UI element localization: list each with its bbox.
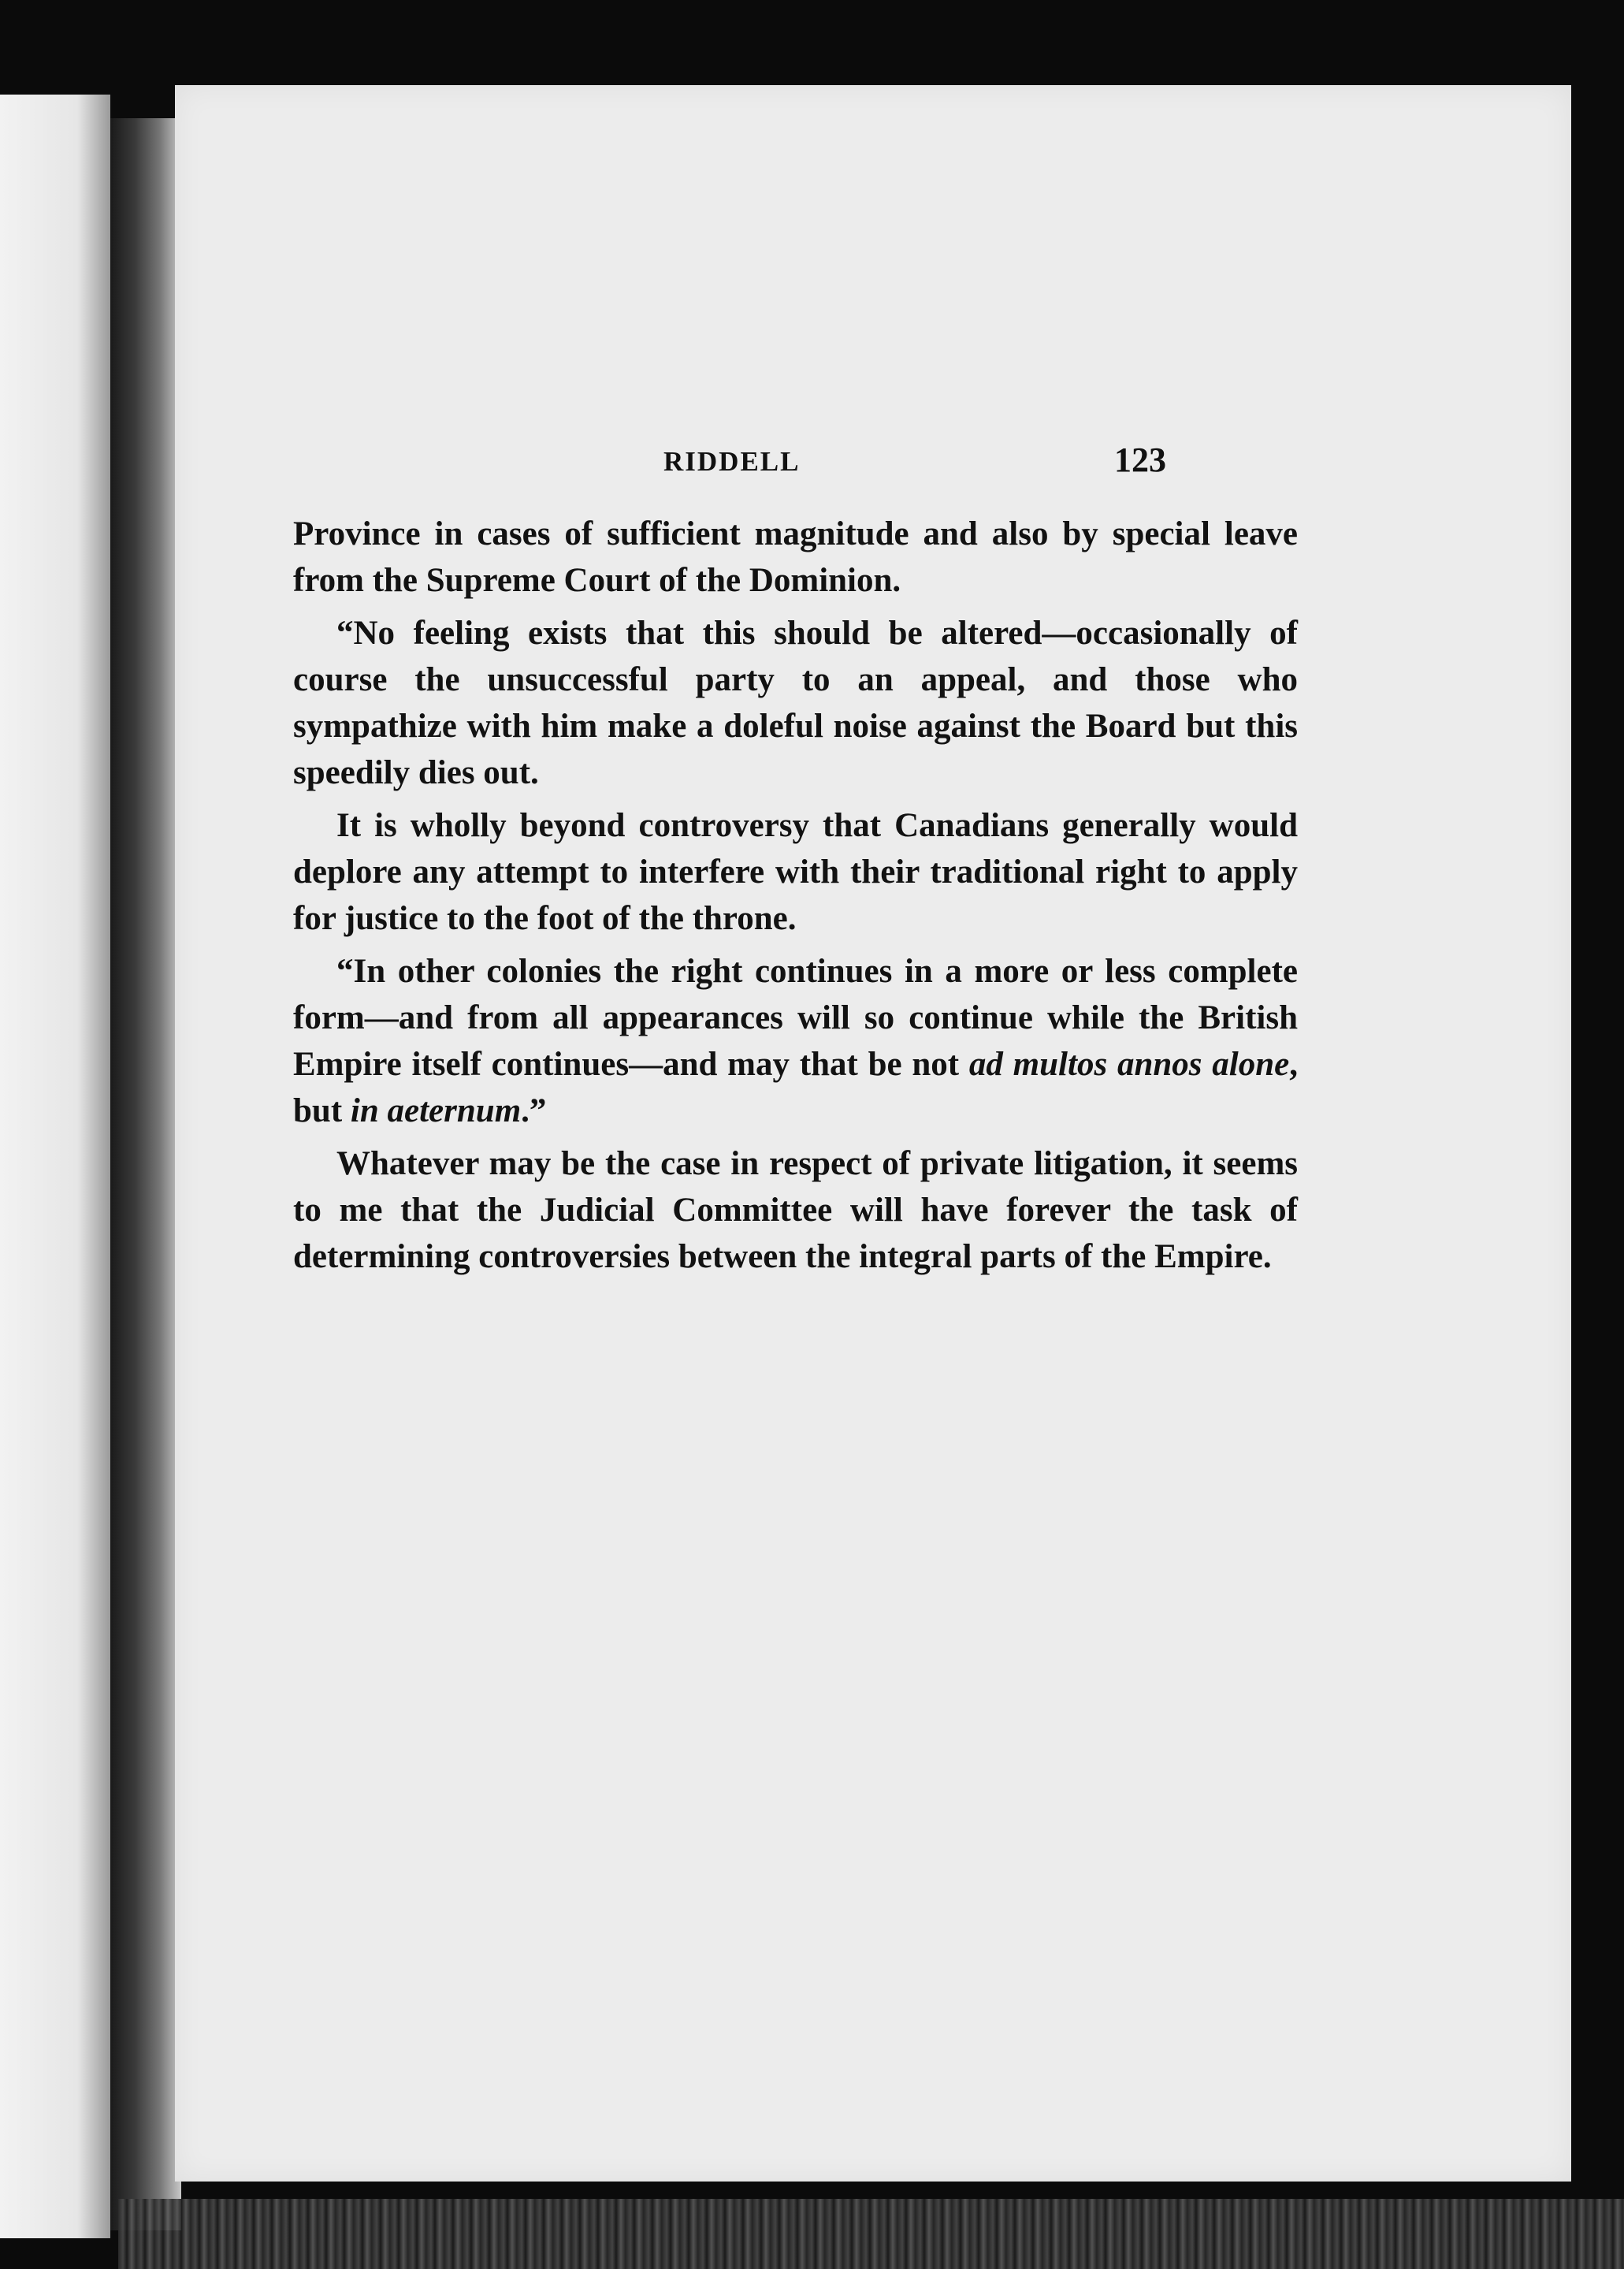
paragraph-text: .” <box>521 1092 547 1129</box>
facing-page-edge <box>0 95 110 2238</box>
paragraph-text: “In other colonies the right continues in a more or less complete form—and from all appearances will so continue while the British Empire itself continues—and may that be not <box>293 953 1298 1083</box>
paragraph: It is wholly beyond controversy that Canadians generally would deplore any attempt to interfere with their traditional right to apply for justice to the foot of the throne. <box>293 807 1298 937</box>
latin-phrase: in aeternum <box>350 1092 522 1129</box>
paragraph: Province in cases of sufficient magnitude and also by special leave from the Supreme Court of the Dominion. <box>293 515 1298 599</box>
latin-phrase: ad multos annos alone <box>968 1046 1290 1083</box>
paragraph <box>293 948 1298 1134</box>
book-page <box>175 85 1571 2182</box>
paragraph: Whatever may be the case in respect of private litigation, it seems to me that the Judicial Committee will have forever the task of determining controversies between the integral parts of the Empire. <box>293 1145 1298 1275</box>
binding-edge <box>118 2199 1624 2269</box>
page-number: 123 <box>1114 441 1166 479</box>
paragraph: “No feeling exists that this should be altered—occasionally of course the unsuccessful party to an appeal, and those who sympathize with him make a doleful noise against the Board but this speedily dies out. <box>293 615 1298 791</box>
paragraph-text: , but <box>293 1046 1298 1129</box>
page-header <box>175 441 1571 493</box>
running-head: RIDDELL <box>663 446 801 477</box>
body-text <box>293 511 1298 1286</box>
book-gutter <box>110 118 181 2230</box>
